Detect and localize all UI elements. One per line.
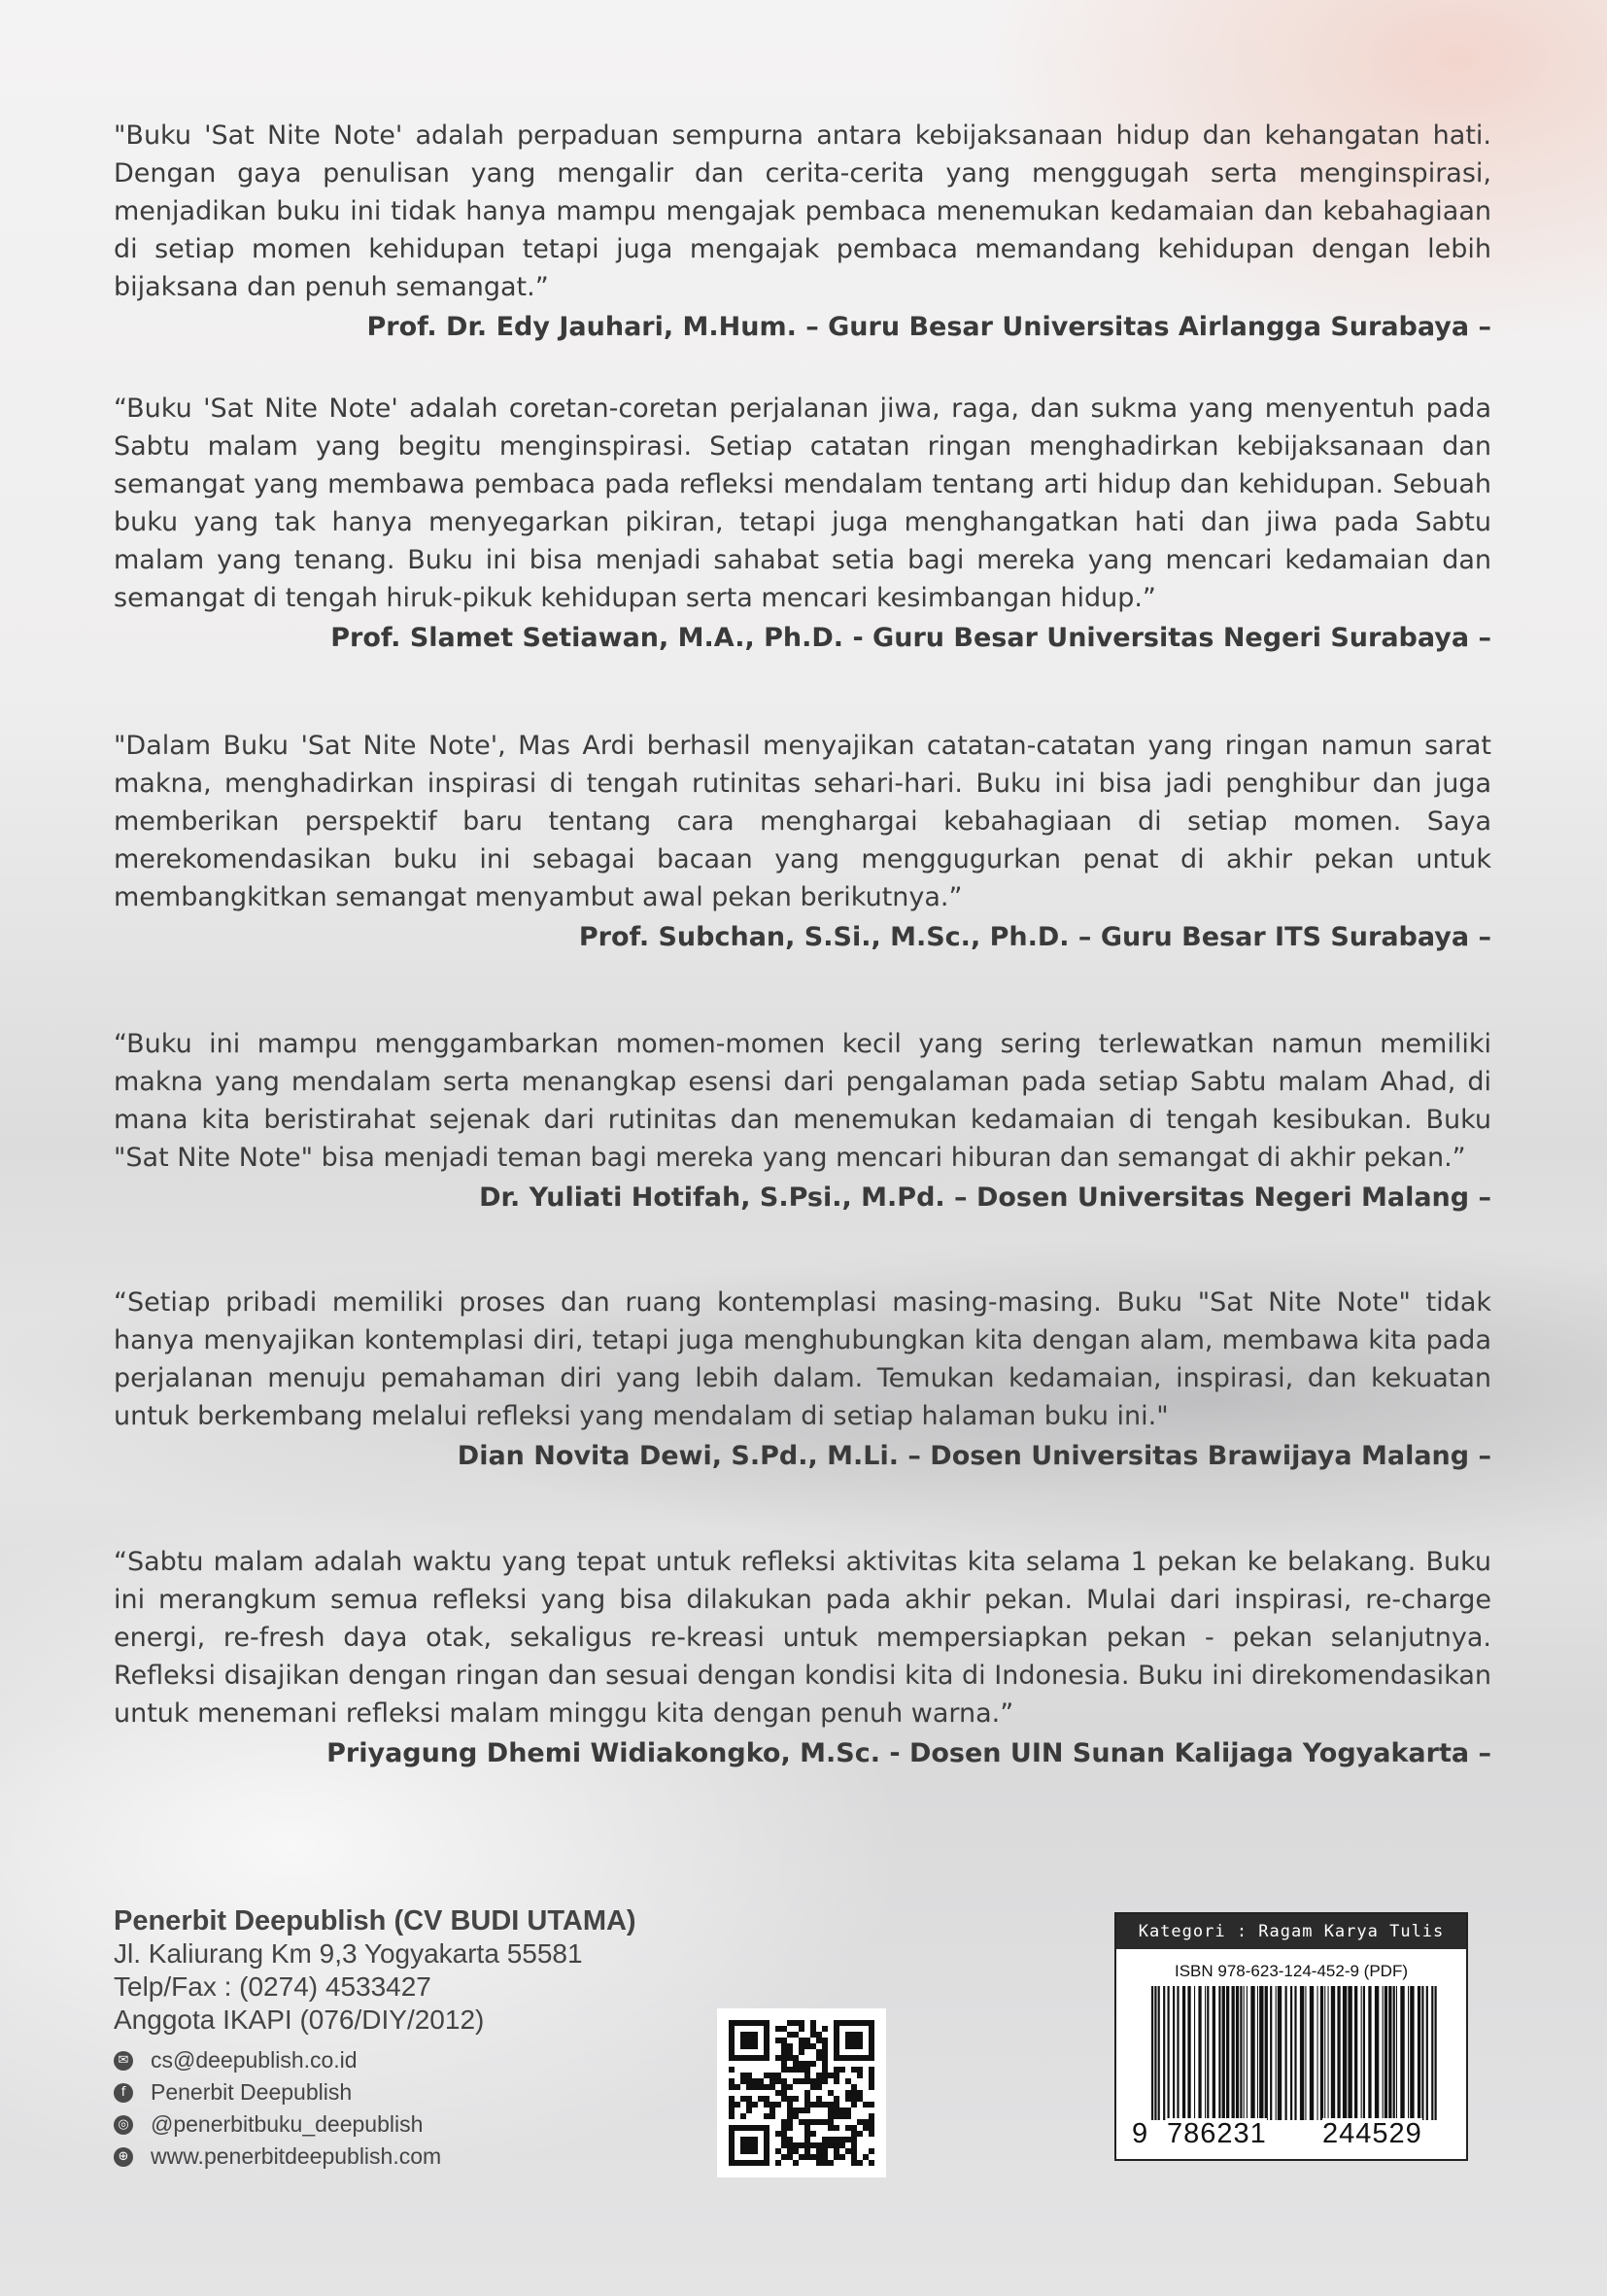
publisher-address: Jl. Kaliurang Km 9,3 Yogyakarta 55581 (114, 1938, 583, 1969)
publisher-ikapi: Anggota IKAPI (076/DIY/2012) (114, 2005, 485, 2035)
publisher-info (114, 1904, 716, 2173)
testimonial-author: Dr. Yuliati Hotifah, S.Psi., M.Pd. – Dosen Universitas Negeri Malang – (479, 1182, 1491, 1213)
testimonial (114, 1284, 1491, 1475)
category-label: Kategori : Ragam Karya Tulis (1116, 1914, 1466, 1949)
testimonial-author: Prof. Subchan, S.Si., M.Sc., Ph.D. – Guru Besar ITS Surabaya – (578, 922, 1491, 952)
contact-website[interactable] (114, 2141, 716, 2173)
testimonial (114, 117, 1491, 346)
facebook-icon: f (114, 2083, 133, 2103)
barcode-digits-right: 244529 (1322, 2118, 1422, 2149)
contact-facebook[interactable] (114, 2076, 716, 2108)
qr-code-icon (717, 2008, 886, 2177)
barcode-digits-left: 786231 (1167, 2118, 1267, 2149)
barcode-digits (1132, 2118, 1453, 2151)
contact-instagram[interactable] (114, 2108, 716, 2141)
testimonial (114, 1025, 1491, 1217)
contact-text: cs@deepublish.co.id (151, 2047, 358, 2073)
testimonial-quote: "Dalam Buku 'Sat Nite Note', Mas Ardi berhasil menyajikan catatan-catatan yang ringan namun sarat makna, menghadirkan inspirasi di tengah rutinitas sehari-hari. Buku ini bisa jadi penghibur dan juga memberikan perspektif baru tentang cara menghargai kebahagiaan di setiap momen. Saya merekomendasikan buku ini sebagai bacaan yang menggugurkan penat di akhir pekan untuk membangkitkan semangat menyambut awal pekan berikutnya.” (114, 731, 1491, 912)
testimonial-author: Prof. Dr. Edy Jauhari, M.Hum. – Guru Besar Universitas Airlangga Surabaya – (366, 312, 1491, 342)
instagram-icon: ◎ (114, 2115, 133, 2135)
globe-icon: ⊕ (114, 2147, 133, 2167)
testimonial (114, 1543, 1491, 1772)
testimonial-quote: “Setiap pribadi memiliki proses dan ruang kontemplasi masing-masing. Buku "Sat Nite Note" tidak hanya menyajikan kontemplasi diri, tetapi juga menghubungkan kita dengan alam, membawa kita pada perjalanan menuju pemahaman diri yang lebih dalam. Temukan kedamaian, inspirasi, dan kekuatan untuk berkembang melalui refleksi yang mendalam di setiap halaman buku ini." (114, 1287, 1491, 1431)
publisher-phone: Telp/Fax : (0274) 4533427 (114, 1971, 431, 2002)
testimonial-author: Prof. Slamet Setiawan, M.A., Ph.D. - Guru Besar Universitas Negeri Surabaya – (330, 623, 1491, 653)
contact-text: www.penerbitdeepublish.com (151, 2143, 442, 2169)
isbn-barcode-box (1114, 1912, 1468, 2161)
email-icon: ✉ (114, 2051, 133, 2071)
publisher-name: Penerbit Deepublish (CV BUDI UTAMA) (114, 1905, 636, 1936)
contact-email[interactable] (114, 2044, 716, 2076)
barcode-digit-first: 9 (1132, 2118, 1148, 2149)
testimonial-quote: "Buku 'Sat Nite Note' adalah perpaduan sempurna antara kebijaksanaan hidup dan kehangatan hati. Dengan gaya penulisan yang mengalir dan cerita-cerita yang menggugah serta menginspirasi, menjadikan buku ini tidak hanya mampu mengajak pembaca menemukan kedamaian dan kebahagiaan di setiap momen kehidupan tetapi juga mengajak pembaca memandang kehidupan dengan lebih bijaksana dan penuh semangat.” (114, 120, 1491, 302)
barcode-icon (1151, 1986, 1443, 2120)
testimonial-quote: “Buku ini mampu menggambarkan momen-momen kecil yang sering terlewatkan namun memiliki makna yang mendalam serta menangkap esensi dari pengalaman pada setiap Sabtu malam Ahad, di mana kita beristirahat sejenak dari rutinitas dan menemukan kedamaian di tengah kesibukan. Buku "Sat Nite Note" bisa menjadi teman bagi mereka yang mencari hiburan dan semangat di akhir pekan.” (114, 1029, 1491, 1173)
testimonial-author: Dian Novita Dewi, S.Pd., M.Li. – Dosen Universitas Brawijaya Malang – (457, 1441, 1491, 1471)
contact-text: @penerbitbuku_deepublish (151, 2111, 424, 2137)
testimonial-quote: “Sabtu malam adalah waktu yang tepat untuk refleksi aktivitas kita selama 1 pekan ke belakang. Buku ini merangkum semua refleksi yang bisa dilakukan pada akhir pekan. Mulai dari inspirasi, re-charge energi, re-fresh daya otak, sekaligus re-kreasi untuk mempersiapkan pekan - pekan selanjutnya. Refleksi disajikan dengan ringan dan sesuai dengan kondisi kita di Indonesia. Buku ini direkomendasikan untuk menemani refleksi malam minggu kita dengan penuh warna.” (114, 1547, 1491, 1729)
contact-text: Penerbit Deepublish (151, 2079, 353, 2105)
testimonial (114, 727, 1491, 956)
testimonial (114, 390, 1491, 657)
publisher-contacts (114, 2044, 716, 2173)
qr-code[interactable] (717, 2008, 886, 2177)
testimonial-author: Priyagung Dhemi Widiakongko, M.Sc. - Dosen UIN Sunan Kalijaga Yogyakarta – (326, 1738, 1491, 1768)
testimonial-quote: “Buku 'Sat Nite Note' adalah coretan-coretan perjalanan jiwa, raga, dan sukma yang menyentuh pada Sabtu malam yang begitu menginspirasi. Setiap catatan ringan menghadirkan kebijaksanaan dan semangat yang membawa pembaca pada refleksi mendalam tentang arti hidup dan kehidupan. Sebuah buku yang tak hanya menyegarkan pikiran, tetapi juga menghangatkan hati dan jiwa pada Sabtu malam yang tenang. Buku ini bisa menjadi sahabat setia bagi mereka yang mencari kedamaian dan semangat di tengah hiruk-pikuk kehidupan serta mencari kesimbangan hidup.” (114, 394, 1491, 613)
isbn-number: ISBN 978-623-124-452-9 (PDF) (1174, 1962, 1408, 1980)
